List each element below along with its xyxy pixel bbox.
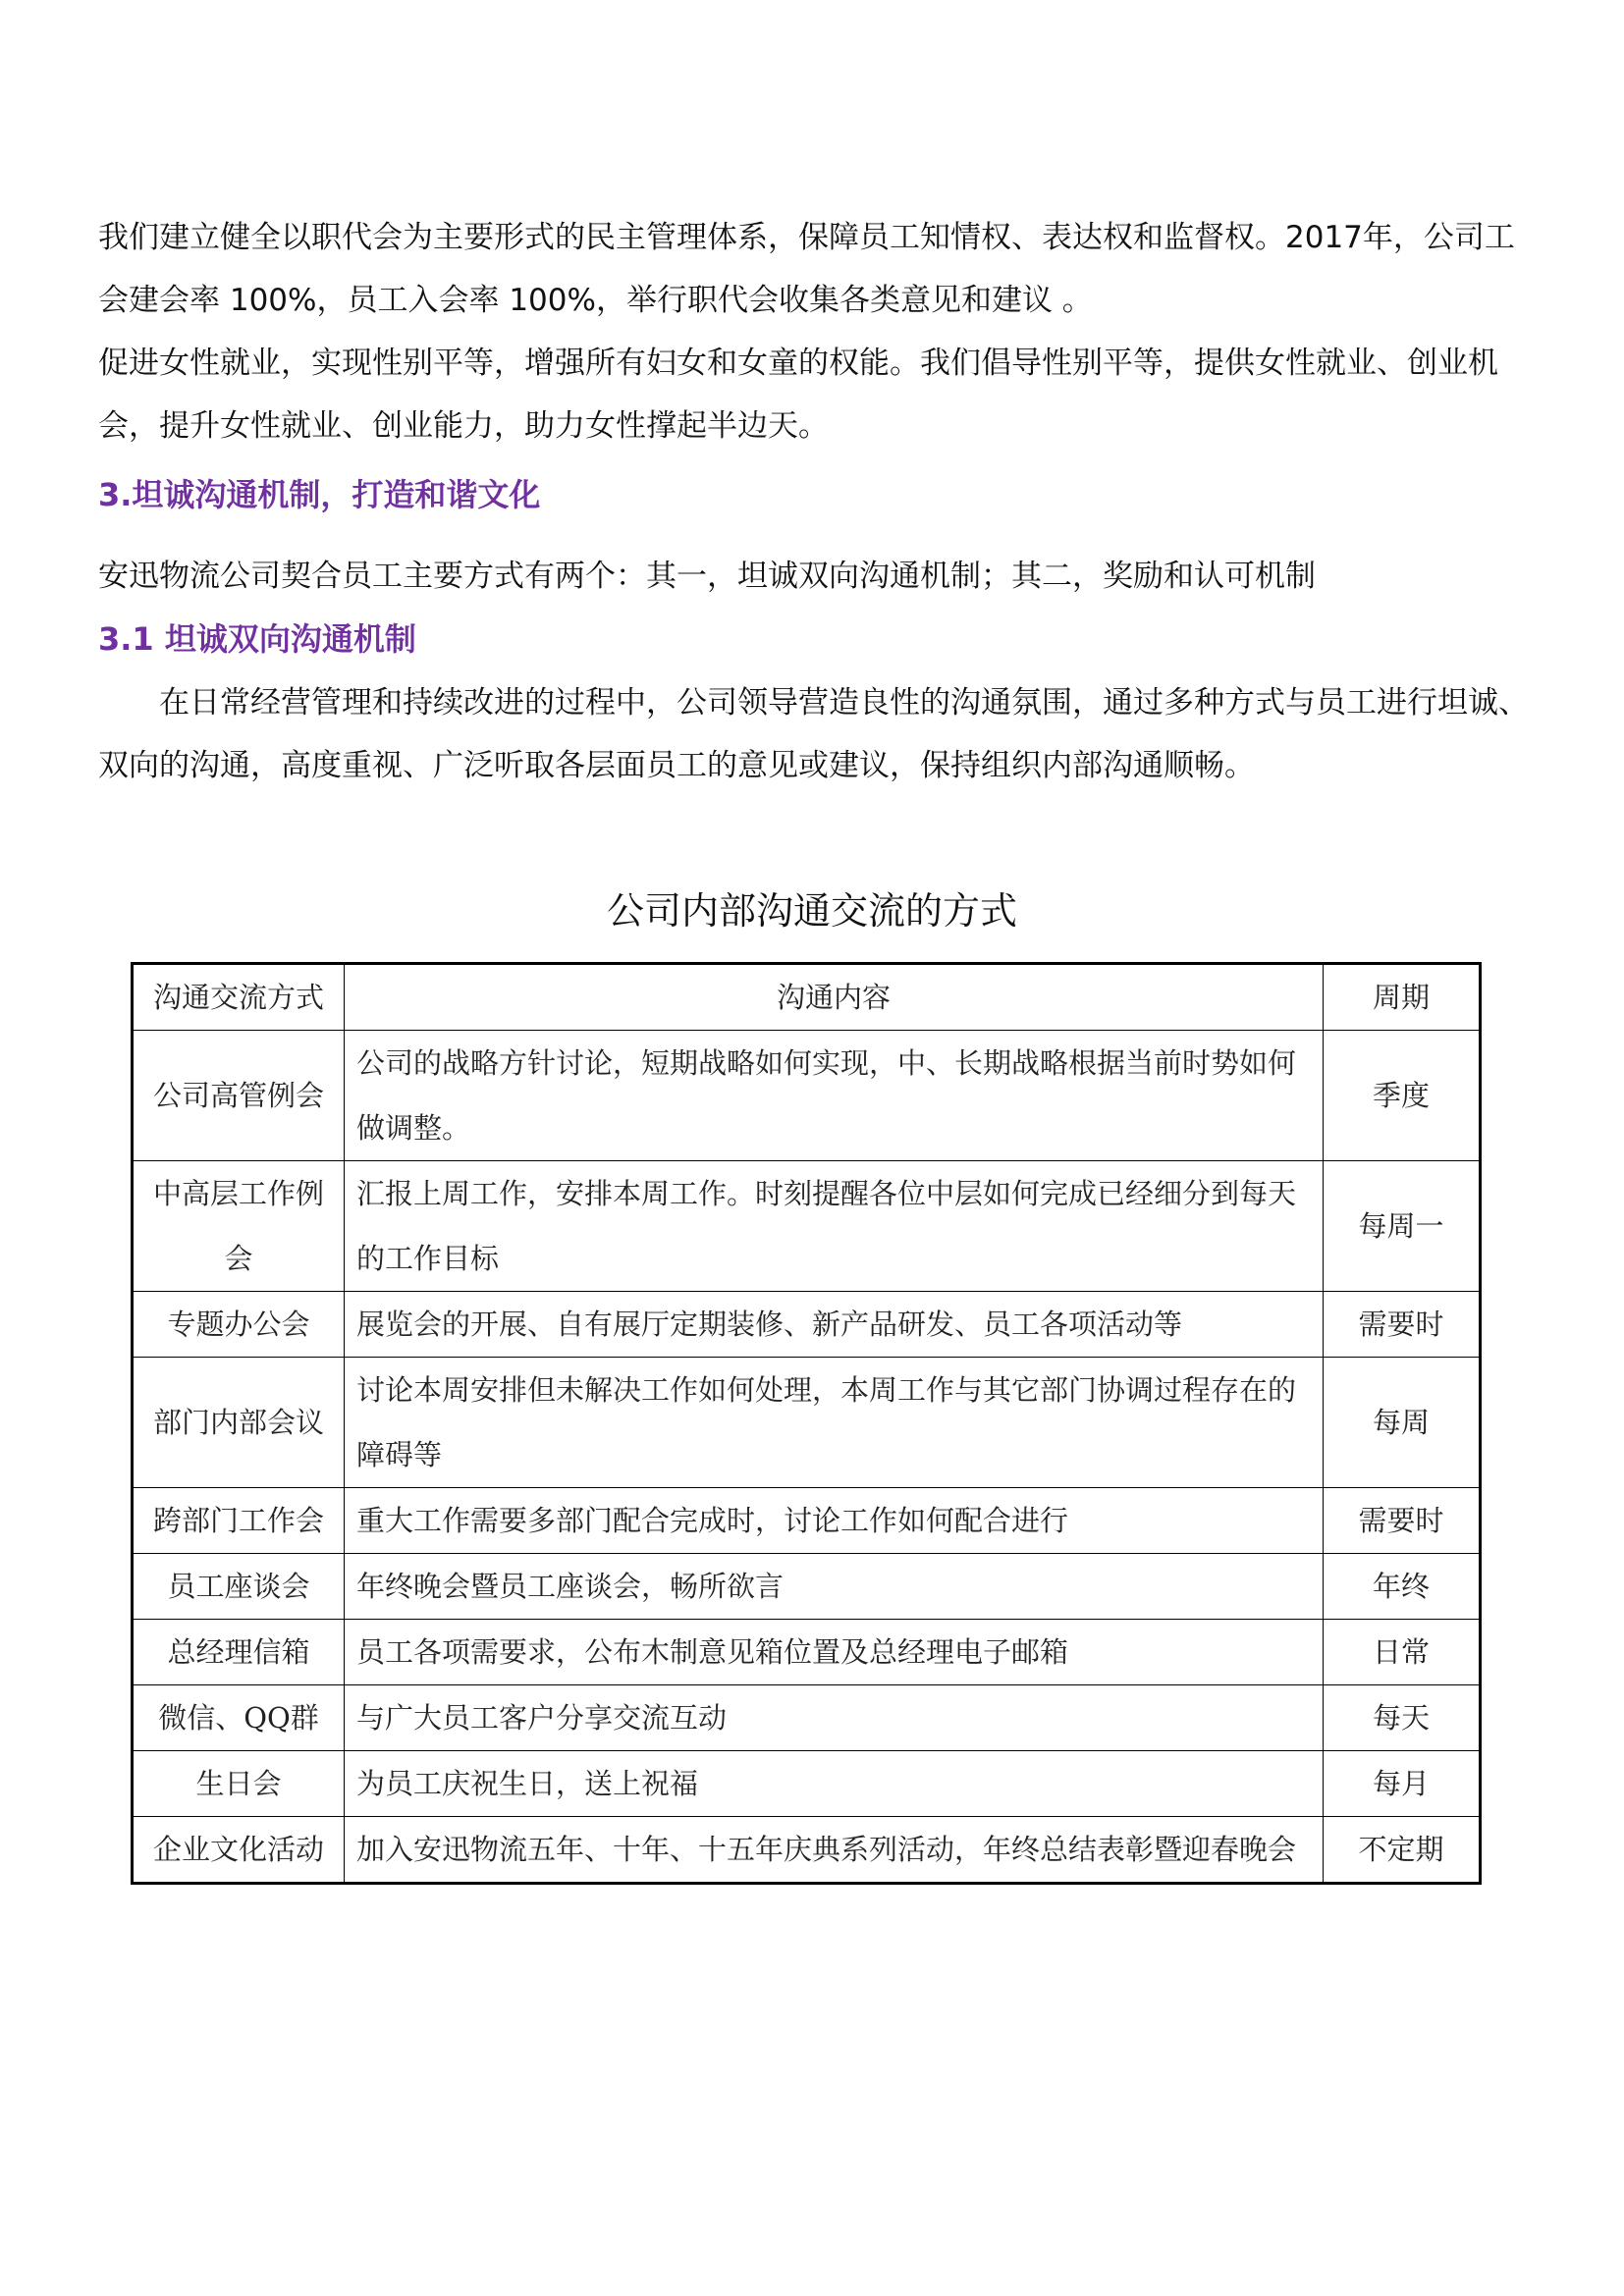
paragraph-gender-equality: 促进女性就业，实现性别平等，增强所有妇女和女童的权能。我们倡导性别平等，提供女性就业、创业机会，提升女性就业、创业能力，助力女性撑起半边天。 (98, 346, 1498, 444)
cell-method: 部门内部会议 (133, 1358, 345, 1488)
table-row (133, 1751, 1481, 1817)
cell-content: 公司的战略方针讨论，短期战略如何实现，中、长期战略根据当前时势如何做调整。 (345, 1031, 1324, 1161)
communication-table (131, 962, 1482, 1885)
cell-period: 日常 (1324, 1620, 1481, 1685)
section-heading-3-1: 3.1 坦诚双向沟通机制 (98, 620, 416, 658)
cell-period: 每周一 (1324, 1161, 1481, 1292)
header-method: 沟通交流方式 (133, 964, 345, 1031)
cell-method: 公司高管例会 (133, 1031, 345, 1161)
table-row (133, 1358, 1481, 1488)
cell-method: 总经理信箱 (133, 1620, 345, 1685)
cell-content: 加入安迅物流五年、十年、十五年庆典系列活动，年终总结表彰暨迎春晚会 (345, 1817, 1324, 1884)
table-row (133, 1554, 1481, 1620)
paragraph-engagement-methods: 安迅物流公司契合员工主要方式有两个：其一，坦诚双向沟通机制；其二，奖励和认可机制 (98, 559, 1316, 594)
cell-period: 每月 (1324, 1751, 1481, 1817)
table-row (133, 1488, 1481, 1554)
cell-period: 不定期 (1324, 1817, 1481, 1884)
cell-method: 企业文化活动 (133, 1817, 345, 1884)
cell-content: 展览会的开展、自有展厅定期装修、新产品研发、员工各项活动等 (345, 1292, 1324, 1358)
cell-method: 微信、QQ群 (133, 1685, 345, 1751)
cell-method: 中高层工作例会 (133, 1161, 345, 1292)
cell-content: 汇报上周工作，安排本周工作。时刻提醒各位中层如何完成已经细分到每天的工作目标 (345, 1161, 1324, 1292)
header-period: 周期 (1324, 964, 1481, 1031)
cell-content: 年终晚会暨员工座谈会，畅所欲言 (345, 1554, 1324, 1620)
cell-period: 年终 (1324, 1554, 1481, 1620)
cell-method: 专题办公会 (133, 1292, 345, 1358)
section-heading-3: 3.坦诚沟通机制，打造和谐文化 (98, 476, 541, 513)
cell-method: 员工座谈会 (133, 1554, 345, 1620)
table-row (133, 1292, 1481, 1358)
cell-content: 重大工作需要多部门配合完成时，讨论工作如何配合进行 (345, 1488, 1324, 1554)
table-row (133, 1161, 1481, 1292)
table-row (133, 1620, 1481, 1685)
cell-method: 生日会 (133, 1751, 345, 1817)
cell-period: 需要时 (1324, 1292, 1481, 1358)
paragraph-two-way-communication: 在日常经营管理和持续改进的过程中，公司领导营造良性的沟通氛围，通过多种方式与员工进行坦诚、双向的沟通，高度重视、广泛听取各层面员工的意见或建议，保持组织内部沟通顺畅。 (98, 685, 1529, 783)
cell-period: 每周 (1324, 1358, 1481, 1488)
cell-period: 需要时 (1324, 1488, 1481, 1554)
paragraph-union: 我们建立健全以职代会为主要形式的民主管理体系，保障员工知情权、表达权和监督权。2017年，公司工会建会率 100%，员工入会率 100%，举行职代会收集各类意见和建议 。 (98, 220, 1515, 318)
table-title: 公司内部沟通交流的方式 (606, 889, 1017, 933)
cell-method: 跨部门工作会 (133, 1488, 345, 1554)
header-content: 沟通内容 (345, 964, 1324, 1031)
cell-period: 季度 (1324, 1031, 1481, 1161)
cell-period: 每天 (1324, 1685, 1481, 1751)
cell-content: 员工各项需要求，公布木制意见箱位置及总经理电子邮箱 (345, 1620, 1324, 1685)
table-row (133, 1685, 1481, 1751)
table-header-row (133, 964, 1481, 1031)
cell-content: 讨论本周安排但未解决工作如何处理，本周工作与其它部门协调过程存在的障碍等 (345, 1358, 1324, 1488)
table-row (133, 1031, 1481, 1161)
cell-content: 为员工庆祝生日，送上祝福 (345, 1751, 1324, 1817)
table-row (133, 1817, 1481, 1884)
cell-content: 与广大员工客户分享交流互动 (345, 1685, 1324, 1751)
